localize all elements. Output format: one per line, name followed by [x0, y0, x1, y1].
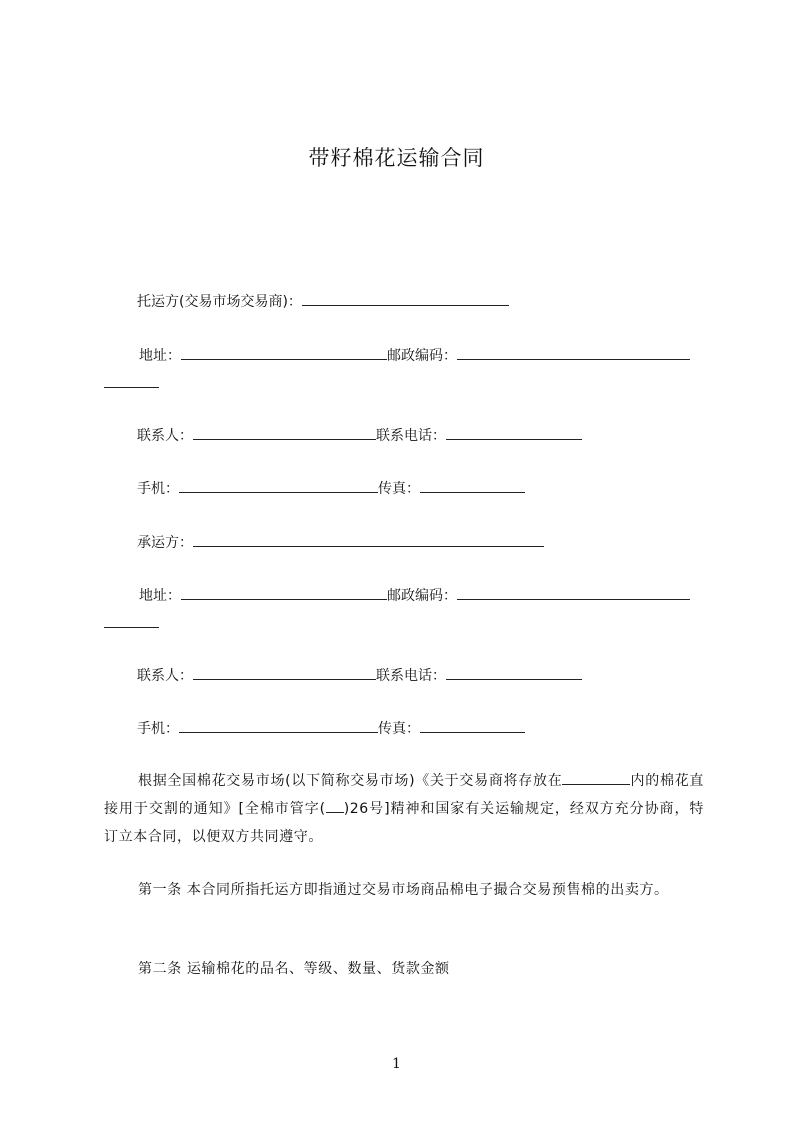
preamble-part1: 根据全国棉花交易市场(以下简称交易市场)《关于交易商将存放在	[138, 773, 563, 789]
shipper-name-field[interactable]	[302, 290, 509, 306]
preamble-paragraph	[104, 767, 704, 851]
carrier-contact-line	[137, 664, 582, 686]
carrier-phone-field[interactable]	[446, 664, 582, 680]
shipper-phone-label: 联系电话：	[376, 428, 446, 444]
shipper-address-line	[139, 344, 690, 366]
shipper-line	[137, 290, 509, 312]
shipper-fax-field[interactable]	[420, 477, 525, 493]
carrier-postcode-label: 邮政编码：	[387, 588, 457, 604]
shipper-mobile-field[interactable]	[179, 477, 378, 493]
preamble-part2: 内的棉花直接用于交割的通知》[全棉市管字(	[104, 773, 705, 817]
carrier-fax-field[interactable]	[420, 717, 525, 733]
carrier-address-label: 地址：	[139, 588, 181, 604]
shipper-label: 托运方(交易市场交易商)：	[137, 294, 302, 310]
article-1: 第一条 本合同所指托运方即指通过交易市场商品棉电子撮合交易预售棉的出卖方。	[138, 882, 669, 898]
shipper-contact-label: 联系人：	[137, 428, 193, 444]
carrier-fax-label: 传真：	[378, 721, 420, 737]
shipper-mobile-line	[137, 477, 525, 499]
carrier-mobile-line	[137, 717, 525, 739]
carrier-postcode-field[interactable]	[457, 584, 690, 600]
preamble-year-field[interactable]	[326, 797, 344, 813]
article-2: 第二条 运输棉花的品名、等级、数量、货款金额	[138, 961, 450, 977]
shipper-address-field[interactable]	[181, 344, 387, 360]
shipper-contact-line	[137, 424, 582, 446]
carrier-contact-label: 联系人：	[137, 668, 193, 684]
shipper-address-label: 地址：	[139, 348, 181, 364]
carrier-mobile-label: 手机：	[137, 721, 179, 737]
carrier-postcode-field-cont[interactable]	[104, 612, 159, 628]
shipper-mobile-label: 手机：	[137, 481, 179, 497]
carrier-phone-label: 联系电话：	[376, 668, 446, 684]
carrier-address-line-wrap	[104, 612, 159, 634]
shipper-postcode-field-cont[interactable]	[104, 372, 159, 388]
shipper-fax-label: 传真：	[378, 481, 420, 497]
carrier-line	[137, 531, 544, 553]
carrier-contact-field[interactable]	[193, 664, 376, 680]
shipper-postcode-label: 邮政编码：	[387, 348, 457, 364]
shipper-contact-field[interactable]	[193, 424, 376, 440]
shipper-phone-field[interactable]	[446, 424, 582, 440]
page-number: 1	[392, 1056, 401, 1072]
carrier-label: 承运方：	[137, 535, 193, 551]
carrier-address-line	[139, 584, 690, 606]
shipper-postcode-field[interactable]	[457, 344, 690, 360]
document-title: 带籽棉花运输合同	[308, 146, 485, 170]
preamble-part3: )26号]精神和国家有关运输规定，经双方充分协商，特订立本合同，以便双方共同遵守。	[104, 801, 704, 845]
preamble-location-field[interactable]	[562, 769, 630, 785]
carrier-mobile-field[interactable]	[179, 717, 378, 733]
shipper-address-line-wrap	[104, 372, 159, 394]
carrier-address-field[interactable]	[181, 584, 387, 600]
carrier-name-field[interactable]	[193, 531, 544, 547]
